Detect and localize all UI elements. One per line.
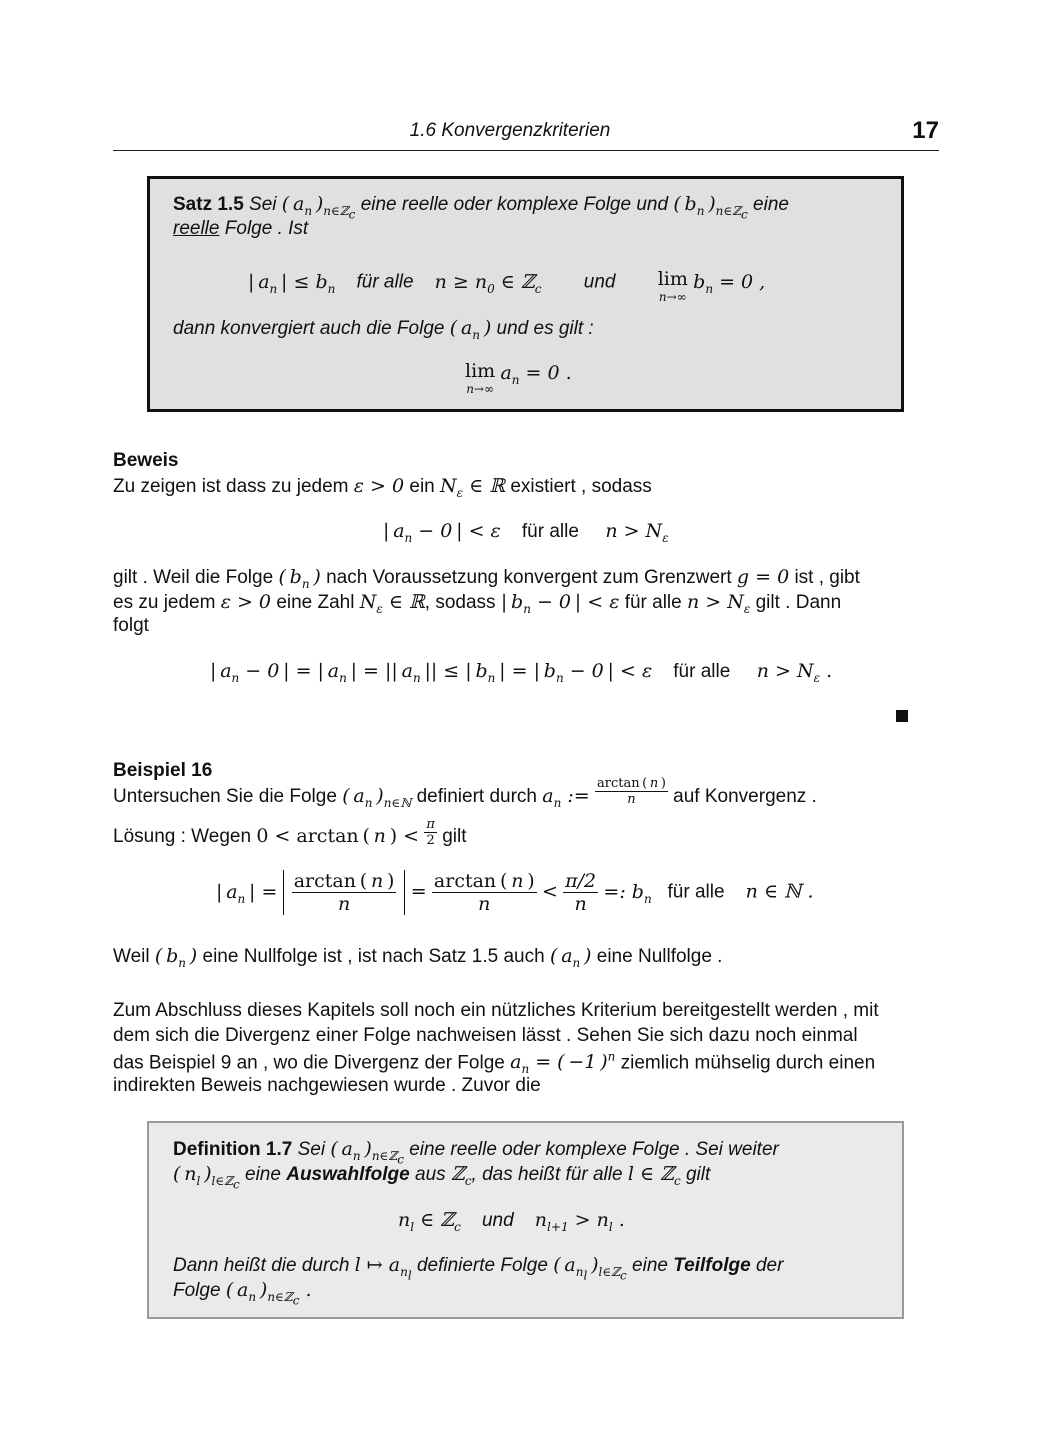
- proof-line-3: gilt . Weil die Folge ( $b_n$ ) nach Voraussetzung konvergent zum Grenzwert g = 0 ist , gibt: [113, 566, 860, 591]
- proof-text: eine Zahl: [276, 592, 355, 613]
- example-text: Lösung : Wegen: [113, 826, 252, 847]
- proof-text: ein: [409, 476, 435, 497]
- theorem-text: Sei: [249, 194, 277, 215]
- page-number: 17: [912, 117, 939, 144]
- qed-square-icon: [896, 710, 908, 722]
- proof-formula-1: | $a_n - 0$ | < ε für alle $n > N_\varepsilon$: [383, 520, 669, 545]
- theorem-text: und: [583, 271, 616, 293]
- example-text: für alle: [667, 881, 725, 903]
- example-text: Weil: [113, 946, 150, 967]
- running-header-title: 1.6 Konvergenzkriterien: [409, 120, 611, 141]
- definition-text: gilt: [685, 1164, 711, 1185]
- theorem-line-4: dann konvergiert auch die Folge ( $a_n$ ) und es gilt :: [173, 317, 594, 342]
- proof-text: gilt . Weil die Folge: [113, 567, 274, 588]
- definition-line-4: Dann heißt die durch l ↦ $a_{n_l}$ definierte Folge ( $a_{n_l}$ )$_{l\in ℤ_c}$ eine Teilfolge der: [173, 1254, 784, 1283]
- paragraph-line-4: indirekten Beweis nachgewiesen wurde . Zuvor die: [113, 1075, 541, 1096]
- header-rule: [113, 150, 939, 151]
- theorem-conclusion-formula: lim n→∞ $a_n = 0$ .: [465, 360, 572, 396]
- proof-text: für alle: [521, 521, 579, 542]
- example-line-1: Untersuchen Sie die Folge ( $a_n$ )$_{n\in ℕ}$ definiert durch $a_n$ := $\frac{\arctan ( n )}{n}$ auf Konvergenz .: [113, 776, 817, 810]
- definition-text: aus: [415, 1164, 446, 1185]
- example-heading: Beispiel 16: [113, 760, 213, 781]
- theorem-label: Satz 1.5: [173, 194, 244, 215]
- example-text: auf Konvergenz .: [673, 786, 817, 807]
- definition-text: Sei: [297, 1139, 326, 1160]
- example-text: Untersuchen Sie die Folge: [113, 786, 337, 807]
- paragraph-text: das Beispiel 9 an , wo die Divergenz der Folge: [113, 1052, 505, 1074]
- proof-text: ist , gibt: [794, 567, 860, 588]
- definition-text: und: [481, 1210, 514, 1231]
- proof-text: für alle: [673, 661, 731, 682]
- theorem-text: dann konvergiert auch die Folge: [173, 318, 445, 339]
- definition-line-5: Folge ( $a_n$ )$_{n\in ℤ_c}$ .: [173, 1279, 312, 1308]
- theorem-condition: | $a_n$ | ≤ $b_n$ für alle $n \ge n_0$ ∈ ℤ$_c$ und lim n→∞ $b_n = 0$ ,: [248, 268, 766, 304]
- theorem-text: Folge . Ist: [224, 218, 309, 239]
- definition-term: Teilfolge: [673, 1255, 751, 1276]
- example-text: eine Nullfolge .: [596, 946, 723, 967]
- example-line-4: Weil ( $b_n$ ) eine Nullfolge ist , ist nach Satz 1.5 auch ( $a_n$ ) eine Nullfolge .: [113, 945, 723, 970]
- proof-line-4: es zu jedem ε > 0 eine Zahl $N_\varepsilon$ ∈ ℝ, sodass | $b_n - 0$ | < ε für alle $n > N_\varepsilon$ gilt . Dann: [113, 591, 842, 616]
- definition-term: Auswahlfolge: [286, 1164, 410, 1185]
- definition-text: eine reelle oder komplexe Folge . Sei weiter: [409, 1139, 779, 1160]
- proof-text: Zu zeigen ist dass zu jedem: [113, 476, 349, 497]
- theorem-text: und es gilt :: [496, 318, 594, 339]
- proof-text: für alle: [624, 592, 682, 613]
- proof-text: , sodass: [424, 592, 496, 613]
- proof-line-1: Zu zeigen ist dass zu jedem ε > 0 ein $N_\varepsilon$ ∈ ℝ existiert , sodass: [113, 475, 652, 500]
- paragraph-line-3: das Beispiel 9 an , wo die Divergenz der Folge $a_n$ = ( −1 )$^n$ ziemlich mühselig durch einen: [113, 1050, 876, 1077]
- proof-text: existiert , sodass: [510, 476, 652, 497]
- definition-label: Definition 1.7: [173, 1139, 293, 1160]
- definition-text: Folge: [173, 1280, 221, 1301]
- definition-text: der: [755, 1255, 784, 1276]
- paragraph-text: ziemlich mühselig durch einen: [620, 1052, 876, 1074]
- example-text: eine Nullfolge ist , ist nach Satz 1.5 auch: [202, 946, 545, 967]
- theorem-text: eine reelle oder komplexe Folge und: [360, 194, 669, 215]
- definition-text: Dann heißt die durch: [173, 1255, 350, 1276]
- paragraph-line-1: Zum Abschluss dieses Kapitels soll noch ein nützliches Kriterium bereitgestellt werden , mit: [113, 1000, 879, 1021]
- definition-line-1: Definition 1.7 Sei ( $a_n$ )$_{n\in ℤ_c}$ eine reelle oder komplexe Folge . Sei weiter: [173, 1138, 779, 1167]
- proof-text: es zu jedem: [113, 592, 216, 613]
- theorem-text: für alle: [356, 271, 414, 293]
- proof-text: nach Voraussetzung konvergent zum Grenzwert: [326, 567, 732, 588]
- theorem-line-1: Satz 1.5 Sei ( $a_n$ )$_{n\in ℤ_c}$ eine reelle oder komplexe Folge und ( $b_n$ )$_{n\in ℤ_c}$ eine: [173, 193, 789, 222]
- theorem-line-2: [173, 218, 308, 240]
- definition-text: definierte Folge: [416, 1255, 548, 1276]
- definition-text: eine: [632, 1255, 668, 1276]
- example-text: definiert durch: [416, 786, 537, 807]
- proof-formula-2: | $a_n - 0$ | = | $a_n$ | = || $a_n$ || ≤ | $b_n$ | = | $b_n - 0$ | < ε für alle $n > N_\varepsilon$ .: [210, 660, 833, 685]
- proof-line-5: folgt: [113, 615, 149, 636]
- paragraph-line-2: dem sich die Divergenz einer Folge nachweisen lässt . Sehen Sie sich dazu noch einmal: [113, 1025, 858, 1046]
- proof-text: gilt . Dann: [755, 592, 842, 613]
- theorem-text: eine: [753, 194, 789, 215]
- definition-text: eine: [245, 1164, 281, 1185]
- definition-text: , das heißt für alle: [471, 1164, 623, 1185]
- theorem-emphasis: reelle: [173, 218, 220, 239]
- definition-formula: $n_l$ ∈ ℤ$_c$ und $n_{l+1} > n_l$ .: [398, 1209, 625, 1234]
- definition-line-2: ( $n_l$ )$_{l\in ℤ_c}$ eine Auswahlfolge aus ℤ$_c$, das heißt für alle l ∈ ℤ$_c$ gilt: [173, 1163, 711, 1192]
- proof-heading: Beweis: [113, 450, 179, 471]
- example-line-2: Lösung : Wegen 0 < arctan ( n ) < $\frac{\pi}{2}$ gilt: [113, 817, 467, 849]
- example-formula: | $a_n$ | = $\frac{\arctan ( n )}{n}$ = $\frac{\arctan ( n )}{n}$ < $\frac{\pi/2}{n}$ =: $b_n$ für alle n ∈ ℕ .: [216, 870, 814, 915]
- example-text: gilt: [442, 826, 467, 847]
